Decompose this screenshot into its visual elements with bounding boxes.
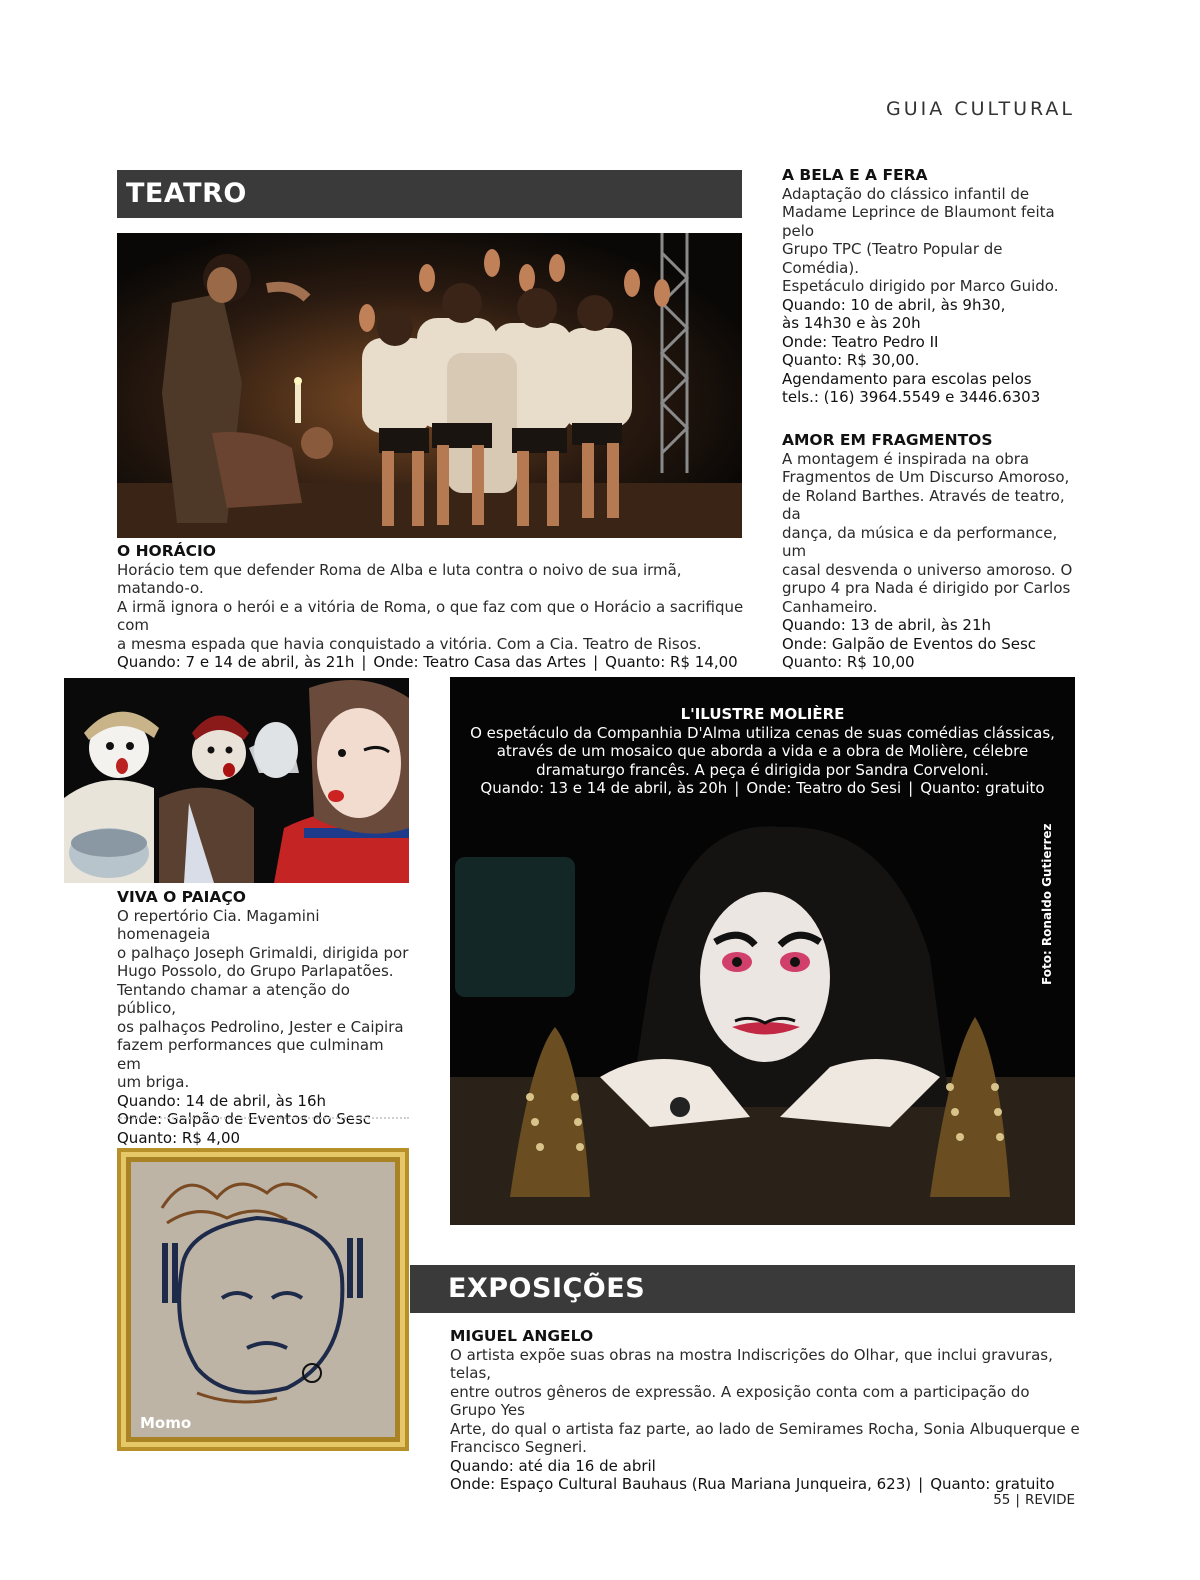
separator: | [593,653,599,671]
bela-description-line: Espetáculo dirigido por Marco Guido. [782,277,1059,295]
amor-description-line: dança, da música e da performance, um [782,523,1058,560]
moliere-when: Quando: 13 e 14 de abril, às 20h [480,779,728,797]
amor-listing [782,431,1082,672]
moliere-info-line [450,779,1075,798]
miguel-price: Quanto: gratuito [930,1475,1055,1493]
separator: | [908,779,914,797]
moliere-description-line: O espetáculo da Companhia D'Alma utiliza cenas de suas comédias clássicas, [470,723,1055,742]
miguel-listing [450,1327,1080,1494]
moliere-text [450,705,1075,798]
horacio-description-line: a mesma espada que havia conquistado a vitória. Com a Cia. Teatro de Risos. [117,634,702,653]
paiaco-description-line: O repertório Cia. Magamini homenageia [117,906,320,943]
miguel-where: Onde: Espaço Cultural Bauhaus (Rua Mariana Junqueira, 623) [450,1475,912,1493]
paiaco-description-line: um briga. [117,1073,190,1091]
bela-title: A BELA E A FERA [782,166,928,184]
moliere-where: Onde: Teatro do Sesi [746,779,902,797]
bela-info-line: Agendamento para escolas pelos [782,369,1032,388]
miguel-description-line: Francisco Segneri. [450,1438,587,1456]
paiaco-description-line: fazem performances que culminam em [117,1036,384,1073]
horacio-when: Quando: 7 e 14 de abril, às 21h [117,653,355,671]
horacio-title: O HORÁCIO [117,542,216,560]
page-number: 55 [993,1492,1011,1508]
bela-info-line: Quanto: R$ 30,00. [782,351,920,369]
separator: | [734,779,740,797]
horacio-price: Quanto: R$ 14,00 [605,653,738,671]
horacio-description-line: A irmã ignora o herói e a vitória de Roma, o que faz com que o Horácio a sacrifique com [117,597,744,634]
paiaco-info-line: Quanto: R$ 4,00 [117,1128,241,1147]
separator: | [918,1475,924,1493]
amor-description-line: de Roland Barthes. Através de teatro, da [782,486,1065,523]
moliere-price: Quanto: gratuito [920,779,1045,797]
artwork-caption: Momo [140,1414,192,1432]
amor-info-line: Quando: 13 de abril, às 21h [782,616,992,634]
bela-listing [782,166,1082,407]
moliere-description-line: através de um mosaico que aborda a vida e a obra de Molière, célebre [496,742,1029,760]
teatro-heading: TEATRO [126,178,247,209]
amor-title: AMOR EM FRAGMENTOS [782,431,993,449]
magazine-name: REVIDE [1024,1492,1075,1508]
exposicoes-heading: EXPOSIÇÕES [448,1273,646,1304]
amor-description-line: casal desvenda o universo amoroso. O [782,560,1073,579]
separator: | [1015,1492,1020,1508]
moliere-feature [450,677,1075,1225]
separator: | [361,653,367,671]
momo-artwork [117,1148,409,1451]
amor-description-line: Fragmentos de Um Discurso Amoroso, [782,468,1070,486]
miguel-description-line: entre outros gêneros de expressão. A exposição conta com a participação do Grupo Yes [450,1382,1030,1419]
paiaco-title: VIVA O PAIAÇO [117,888,246,906]
amor-info-line: Onde: Galpão de Eventos do Sesc [782,634,1037,653]
bela-description-line: Adaptação do clássico infantil de [782,184,1030,203]
paiaco-description-line: o palhaço Joseph Grimaldi, dirigida por [117,943,409,962]
miguel-when: Quando: até dia 16 de abril [450,1456,656,1475]
horacio-where: Onde: Teatro Casa das Artes [373,653,587,671]
divider [117,1117,409,1119]
exposicoes-heading-banner [410,1265,1075,1313]
horacio-info-line [117,653,757,672]
paiaco-info-line: Quando: 14 de abril, às 16h [117,1091,327,1110]
teatro-heading-banner [117,170,742,218]
amor-description-line: grupo 4 pra Nada é dirigido por Carlos [782,579,1071,597]
miguel-info-line [450,1475,1080,1494]
bela-info-line: às 14h30 e às 20h [782,314,921,332]
amor-info-line: Quanto: R$ 10,00 [782,653,915,671]
paiaco-photo [64,678,409,883]
horacio-photo [117,233,742,538]
moliere-description-line: dramaturgo francês. A peça é dirigida por Sandra Corveloni. [536,760,989,779]
amor-description-line: A montagem é inspirada na obra [782,449,1030,468]
bela-info-line: Onde: Teatro Pedro II [782,332,939,351]
page-footer [993,1492,1075,1508]
photo-credit: Foto: Ronaldo Gutierrez [1040,823,1054,985]
miguel-description-line: Arte, do qual o artista faz parte, ao lado de Semirames Rocha, Sonia Albuquerque e [450,1419,1080,1438]
paiaco-description-line: Hugo Possolo, do Grupo Parlapatões. [117,962,394,980]
bela-description-line: Grupo TPC (Teatro Popular de Comédia). [782,240,1003,277]
paiaco-description-line: os palhaços Pedrolino, Jester e Caipira [117,1017,404,1036]
horacio-description-line: Horácio tem que defender Roma de Alba e luta contra o noivo de sua irmã, matando-o. [117,560,682,597]
bela-info-line: tels.: (16) 3964.5549 e 3446.6303 [782,388,1041,406]
bela-info-line: Quando: 10 de abril, às 9h30, [782,295,1006,314]
bela-description-line: Madame Leprince de Blaumont feita pelo [782,203,1055,240]
paiaco-info-line: Onde: Galpão de Eventos do Sesc [117,1110,372,1128]
paiaco-description-line: Tentando chamar a atenção do público, [117,980,350,1017]
amor-description-line: Canhameiro. [782,597,878,616]
miguel-title: MIGUEL ANGELO [450,1327,594,1345]
miguel-description-line: O artista expõe suas obras na mostra Indiscrições do Olhar, que inclui gravuras, telas, [450,1345,1053,1382]
moliere-title: L'ILUSTRE MOLIÈRE [680,705,845,723]
horacio-listing [117,542,757,672]
section-label: GUIA CULTURAL [886,98,1075,120]
paiaco-listing [117,888,409,1147]
